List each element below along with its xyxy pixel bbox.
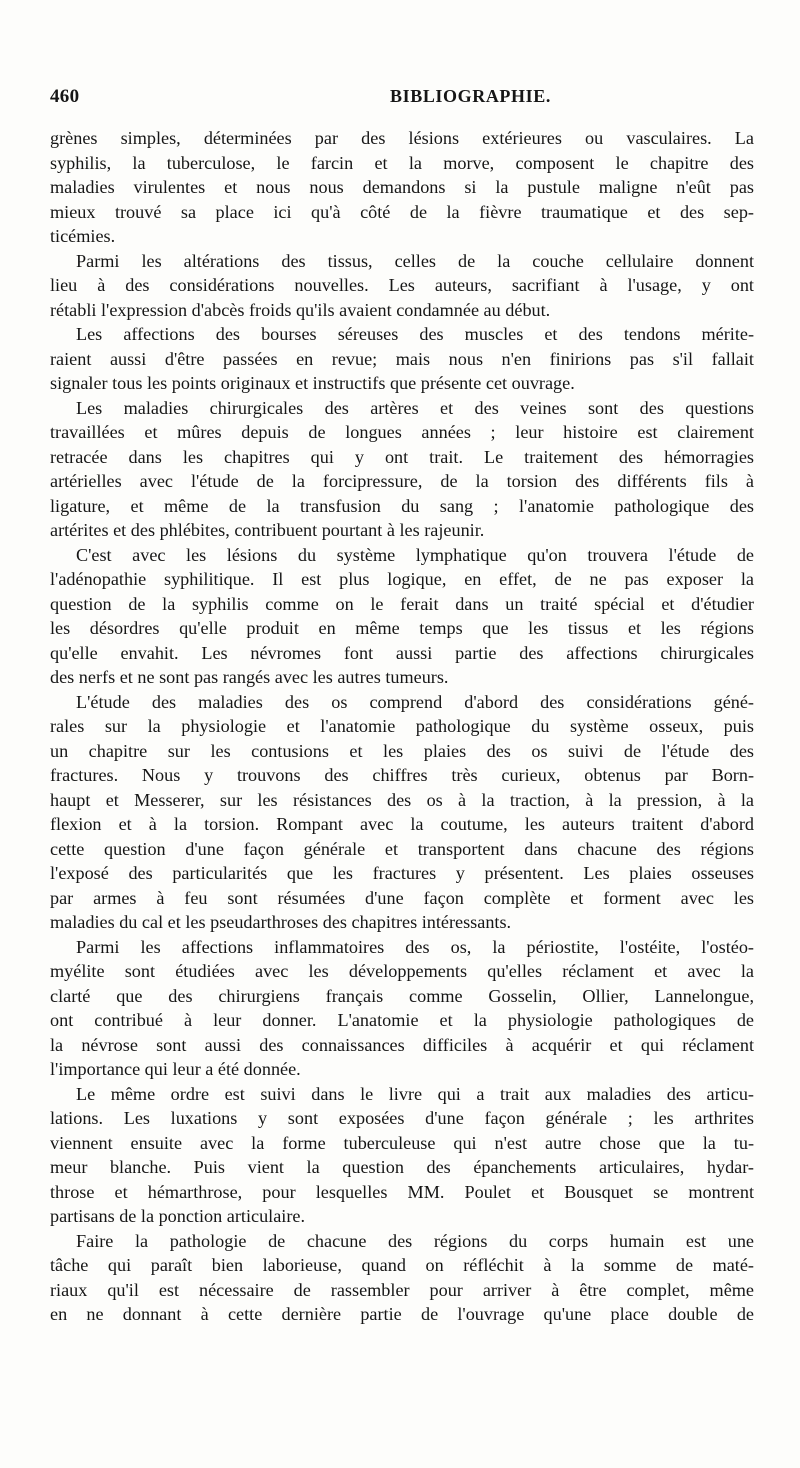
text-line: tâche qui paraît bien laborieuse, quand on réfléchit à la somme de maté- xyxy=(50,1255,754,1275)
text-line: L'étude des maladies des os comprend d'abord des considérations géné- xyxy=(76,691,754,712)
text-line: lieu à des considérations nouvelles. Les auteurs, sacrifiant à l'usage, y ont xyxy=(50,275,754,295)
text-line: rétabli l'expression d'abcès froids qu'ils avaient condamnée au début. xyxy=(50,299,551,320)
text-line: riaux qu'il est nécessaire de rassembler pour arriver à être complet, même xyxy=(50,1279,754,1300)
text-line: artérielles avec l'étude de la forcipressure, de la torsion des différents fils à xyxy=(50,471,754,491)
text-line: signaler tous les points originaux et instructifs que présente cet ouvrage. xyxy=(50,373,575,393)
text-line: par armes à feu sont résumées d'une façon complète et forment avec les xyxy=(50,887,754,908)
text-line: retracée dans les chapitres qui y ont trait. Le traitement des hémorragies xyxy=(50,446,754,467)
text-line: viennent ensuite avec la forme tuberculeuse qui n'est autre chose que la tu- xyxy=(50,1132,754,1153)
text-line: mieux trouvé sa place ici qu'à côté de la fièvre traumatique et des sep- xyxy=(50,201,754,222)
text-line: lations. Les luxations y sont exposées d'une façon générale ; les arthrites xyxy=(50,1108,754,1128)
text-line: l'adénopathie syphilitique. Il est plus logique, en effet, de ne pas exposer la xyxy=(50,569,754,589)
text-line: grènes simples, déterminées par des lésions extérieures ou vasculaires. La xyxy=(50,128,754,148)
text-line: maladies du cal et les pseudarthroses des chapitres intéressants. xyxy=(50,912,512,932)
text-line: un chapitre sur les contusions et les plaies des os suivi de l'étude des xyxy=(50,740,754,761)
text-line: Parmi les altérations des tissus, celles de la couche cellulaire donnent xyxy=(76,250,754,271)
text-line: myélite sont étudiées avec les développements qu'elles réclament et avec la xyxy=(50,961,754,981)
text-line: Le même ordre est suivi dans le livre qui a trait aux maladies des articu- xyxy=(76,1083,754,1104)
text-line: throse et hémarthrose, pour lesquelles MM. Poulet et Bousquet se montrent xyxy=(50,1181,754,1202)
body-text xyxy=(50,126,754,1327)
text-line: des nerfs et ne sont pas rangés avec les autres tumeurs. xyxy=(50,667,449,687)
text-line: partisans de la ponction articulaire. xyxy=(50,1206,306,1226)
text-line: clarté que des chirurgiens français comme Gosselin, Ollier, Lannelongue, xyxy=(50,985,754,1006)
text-line: question de la syphilis comme on le ferait dans un traité spécial et d'étudier xyxy=(50,593,754,614)
text-line: Faire la pathologie de chacune des régions du corps humain est une xyxy=(76,1230,754,1251)
text-line: Parmi les affections inflammatoires des os, la périostite, l'ostéite, l'ostéo- xyxy=(76,936,754,957)
text-line: meur blanche. Puis vient la question des épanchements articulaires, hydar- xyxy=(50,1157,754,1177)
text-line: haupt et Messerer, sur les résistances des os à la traction, à la pression, à la xyxy=(50,789,754,810)
page-number: 460 xyxy=(50,86,80,107)
text-line: qu'elle envahit. Les névromes font aussi partie des affections chirurgicales xyxy=(50,642,754,663)
text-line: syphilis, la tuberculose, le farcin et la morve, composent le chapitre des xyxy=(50,152,754,173)
text-line: les désordres qu'elle produit en même temps que les tissus et les régions xyxy=(50,618,754,638)
text-line: fractures. Nous y trouvons des chiffres très curieux, obtenus par Born- xyxy=(50,765,754,785)
running-head: BIBLIOGRAPHIE. xyxy=(390,86,551,106)
text-line: C'est avec les lésions du système lymphatique qu'on trouvera l'étude de xyxy=(76,544,754,565)
text-line: Les maladies chirurgicales des artères et des veines sont des questions xyxy=(76,397,754,418)
page-header xyxy=(50,86,754,112)
text-line: Les affections des bourses séreuses des muscles et des tendons mérite- xyxy=(76,324,754,344)
text-line: ticémies. xyxy=(50,226,116,246)
text-line: en ne donnant à cette dernière partie de l'ouvrage qu'une place double de xyxy=(50,1304,754,1324)
text-line: l'exposé des particularités que les fractures y présentent. Les plaies osseuses xyxy=(50,863,754,883)
text-line: l'importance qui leur a été donnée. xyxy=(50,1059,301,1079)
text-line: ont contribué à leur donner. L'anatomie et la physiologie pathologiques de xyxy=(50,1010,754,1030)
text-line: ligature, et même de la transfusion du sang ; l'anatomie pathologique des xyxy=(50,495,754,516)
text-line: rales sur la physiologie et l'anatomie pathologique du système osseux, puis xyxy=(50,716,754,736)
text-line: travaillées et mûres depuis de longues années ; leur histoire est clairement xyxy=(50,422,754,442)
text-line: flexion et à la torsion. Rompant avec la coutume, les auteurs traitent d'abord xyxy=(50,814,754,834)
text-line: la névrose sont aussi des connaissances difficiles à acquérir et qui réclament xyxy=(50,1034,754,1055)
text-line: raient aussi d'être passées en revue; mais nous n'en finirions pas s'il fallait xyxy=(50,348,754,369)
text-line: cette question d'une façon générale et transportent dans chacune des régions xyxy=(50,838,754,859)
text-line: artérites et des phlébites, contribuent pourtant à les rajeunir. xyxy=(50,520,485,540)
text-line: maladies virulentes et nous nous demandons si la pustule maligne n'eût pas xyxy=(50,177,754,197)
